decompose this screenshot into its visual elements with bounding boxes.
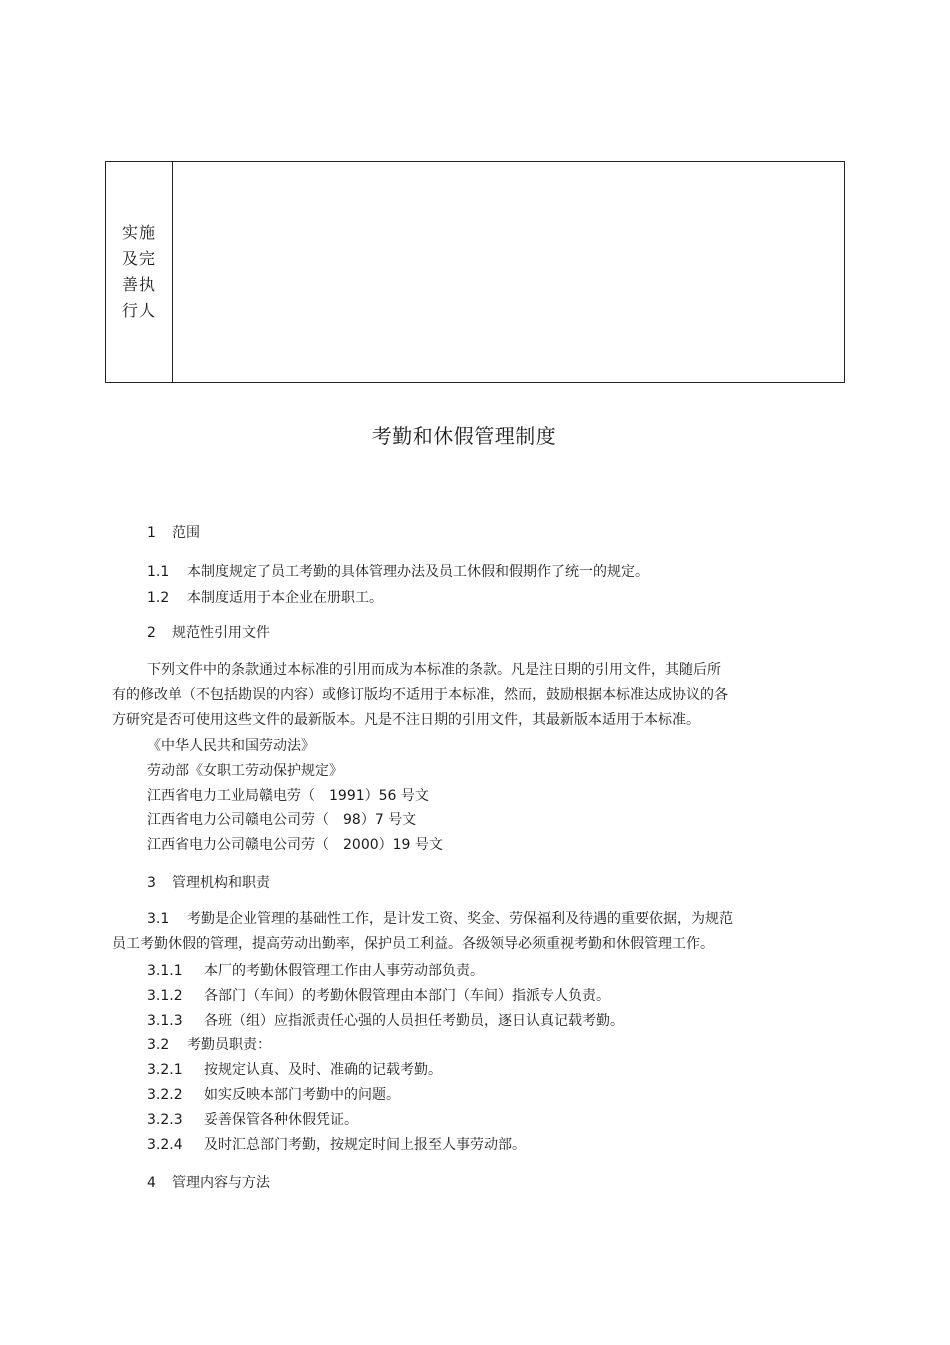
- clause-text: 及时汇总部门考勤，按规定时间上报至人事劳动部。: [204, 1137, 526, 1153]
- paragraph-line: [112, 907, 733, 932]
- section-title: 管理内容与方法: [172, 1175, 270, 1191]
- executor-table: [105, 161, 845, 383]
- clause-3-2-3: [147, 1111, 358, 1129]
- clause-3-1-2: [147, 987, 610, 1005]
- clause-number: 3.2.1: [147, 1062, 183, 1078]
- clause-3-1-3: [147, 1012, 624, 1030]
- reference-item: 江西省电力工业局赣电劳（ 1991）56 号文: [147, 788, 429, 804]
- section-heading-2: [147, 624, 270, 642]
- executor-content-cell: [173, 162, 844, 382]
- reference-item: 劳动部《女职工劳动保护规定》: [147, 763, 343, 779]
- clause-number: 3.2.2: [147, 1087, 183, 1103]
- clause-text: 各班（组）应指派责任心强的人员担任考勤员，逐日认真记载考勤。: [204, 1013, 624, 1029]
- clause-number: 3.2.4: [147, 1137, 183, 1153]
- clause-text: 本厂的考勤休假管理工作由人事劳动部负责。: [204, 963, 484, 979]
- section-heading-3: [147, 874, 270, 892]
- clause-text: 如实反映本部门考勤中的问题。: [204, 1087, 400, 1103]
- section-heading-1: [147, 524, 200, 542]
- document-title: 考勤和休假管理制度: [371, 424, 557, 448]
- clause-text: 妥善保管各种休假凭证。: [204, 1112, 358, 1128]
- reference-item: 江西省电力公司赣电公司劳（ 2000）19 号文: [147, 837, 443, 853]
- section-title: 管理机构和职责: [172, 875, 270, 891]
- paragraph-line: 员工考勤休假的管理，提高劳动出勤率，保护员工利益。各级领导必须重视考勤和休假管理工作。: [112, 936, 714, 952]
- section-number: 3: [147, 875, 156, 891]
- clause-text: 考勤员职责：: [187, 1037, 271, 1053]
- clause-text: 本制度适用于本企业在册职工。: [187, 590, 383, 606]
- paragraph-line: 方研究是否可使用这些文件的最新版本。凡是不注日期的引用文件，其最新版本适用于本标准。: [112, 712, 700, 728]
- clause-1-1: [147, 563, 649, 581]
- section-title: 范围: [172, 525, 200, 541]
- clause-number: 3.2: [147, 1037, 170, 1053]
- executor-label-cell: [106, 162, 173, 382]
- clause-text: 本制度规定了员工考勤的具体管理办法及员工休假和假期作了统一的规定。: [187, 564, 649, 580]
- executor-label: 实施及完善执行人: [121, 223, 156, 320]
- clause-3-2-1: [147, 1061, 442, 1079]
- clause-number: 1.2: [147, 590, 170, 606]
- clause-number: 3.1.2: [147, 988, 183, 1004]
- paragraph-line: 下列文件中的条款通过本标准的引用而成为本标准的条款。凡是注日期的引用文件，其随后所: [147, 662, 721, 678]
- clause-text: 按规定认真、及时、准确的记载考勤。: [204, 1062, 442, 1078]
- clause-text: 考勤是企业管理的基础性工作，是计发工资、奖金、劳保福利及待遇的重要依据，为规范: [187, 911, 733, 927]
- section-number: 4: [147, 1175, 156, 1191]
- clause-number: 3.1.1: [147, 963, 183, 979]
- clause-3-2-4: [147, 1136, 526, 1154]
- clause-3-2-2: [147, 1086, 400, 1104]
- paragraph-line: 有的修改单（不包括勘误的内容）或修订版均不适用于本标准，然而，鼓励根据本标准达成协议的各: [112, 687, 728, 703]
- clause-number: 3.1.3: [147, 1013, 183, 1029]
- clause-1-2: [147, 589, 383, 607]
- section-heading-4: [147, 1174, 270, 1192]
- clause-3-1: [112, 907, 733, 957]
- clause-number: 3.1: [147, 911, 170, 927]
- clause-3-2: [147, 1036, 271, 1054]
- reference-item: 江西省电力公司赣电公司劳（ 98）7 号文: [147, 812, 417, 828]
- clause-number: 3.2.3: [147, 1112, 183, 1128]
- clause-text: 各部门（车间）的考勤休假管理由本部门（车间）指派专人负责。: [204, 988, 610, 1004]
- section-title: 规范性引用文件: [172, 625, 270, 641]
- clause-number: 1.1: [147, 564, 170, 580]
- section-number: 1: [147, 525, 156, 541]
- reference-item: 《中华人民共和国劳动法》: [147, 738, 315, 754]
- references-paragraph: [112, 658, 728, 733]
- section-number: 2: [147, 625, 156, 641]
- clause-3-1-1: [147, 962, 484, 980]
